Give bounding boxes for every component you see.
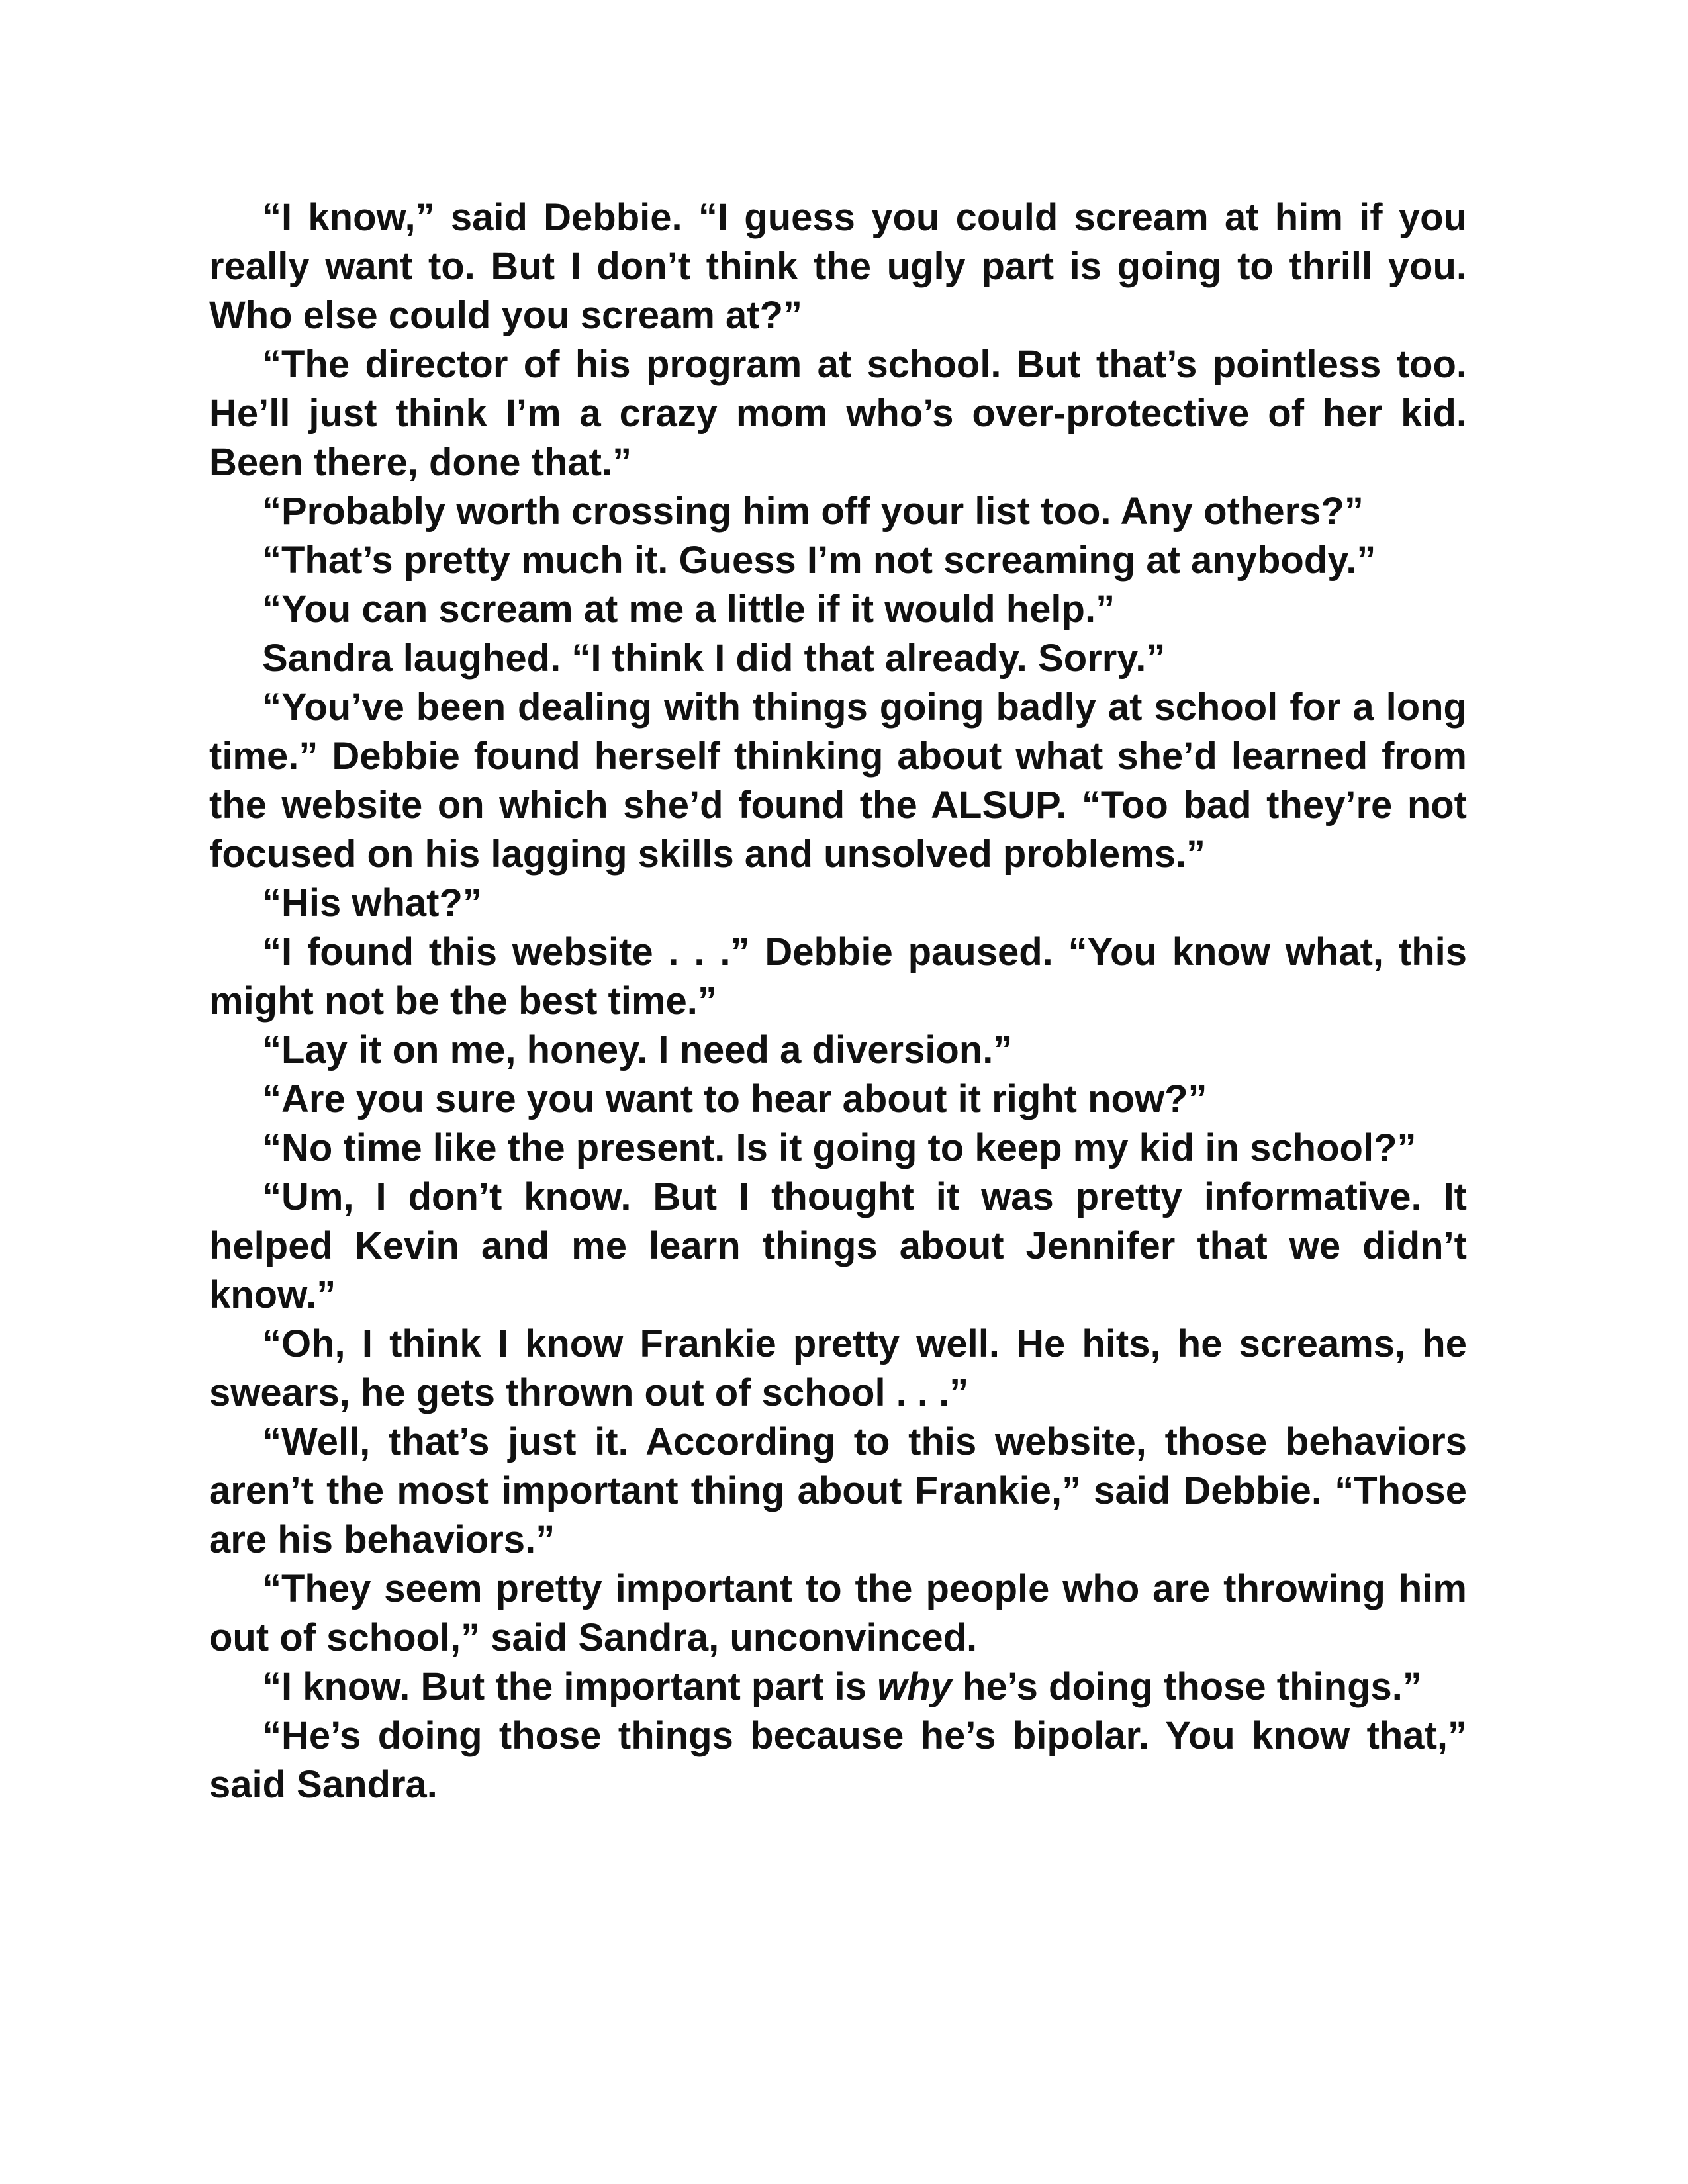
emphasis-word: why bbox=[877, 1665, 952, 1708]
paragraph: “That’s pretty much it. Guess I’m not screaming at anybody.” bbox=[262, 539, 1376, 582]
paragraph: “Probably worth crossing him off your list too. Any others?” bbox=[262, 490, 1364, 533]
paragraph: “I know,” said Debbie. “I guess you could scream at him if you really want to. But I don’t think the ugly part is going to thrill you. Who else could you scream at?” bbox=[209, 196, 1467, 337]
paragraph: “His what?” bbox=[262, 882, 482, 925]
paragraph-text-after: he’s doing those things.” bbox=[951, 1665, 1422, 1708]
paragraph-text-before: “I know. But the important part is bbox=[262, 1665, 878, 1708]
paragraph-emphasis bbox=[209, 1662, 1467, 1711]
paragraph: “No time like the present. Is it going to keep my kid in school?” bbox=[262, 1126, 1417, 1169]
paragraph: “I found this website . . .” Debbie paused. “You know what, this might not be the best time.” bbox=[209, 931, 1467, 1023]
paragraph: “Um, I don’t know. But I thought it was pretty informative. It helped Kevin and me learn things about Jennifer that we didn’t know.” bbox=[209, 1175, 1467, 1316]
paragraph: “He’s doing those things because he’s bipolar. You know that,” said Sandra. bbox=[209, 1714, 1467, 1806]
paragraph: “You’ve been dealing with things going badly at school for a long time.” Debbie found herself thinking about what she’d learned from the website on which she’d found the ALSUP. “Too bad they’re not focused on his lagging skills and unsolved problems.” bbox=[209, 686, 1467, 876]
paragraph: “Well, that’s just it. According to this website, those behaviors aren’t the most important thing about Frankie,” said Debbie. “Those are his behaviors.” bbox=[209, 1420, 1467, 1561]
paragraph: “You can scream at me a little if it would help.” bbox=[262, 588, 1115, 631]
paragraph: “The director of his program at school. But that’s pointless too. He’ll just think I’m a crazy mom who’s over-protective of her kid. Been there, done that.” bbox=[209, 343, 1467, 484]
paragraph: “Are you sure you want to hear about it right now?” bbox=[262, 1077, 1207, 1120]
page-body bbox=[209, 193, 1467, 1809]
paragraph: “They seem pretty important to the people who are throwing him out of school,” said Sandra, unconvinced. bbox=[209, 1567, 1467, 1659]
paragraph: “Lay it on me, honey. I need a diversion.” bbox=[262, 1028, 1013, 1071]
paragraph: Sandra laughed. “I think I did that already. Sorry.” bbox=[262, 637, 1166, 680]
paragraph: “Oh, I think I know Frankie pretty well. He hits, he screams, he swears, he gets thrown out of school . . .” bbox=[209, 1322, 1467, 1414]
